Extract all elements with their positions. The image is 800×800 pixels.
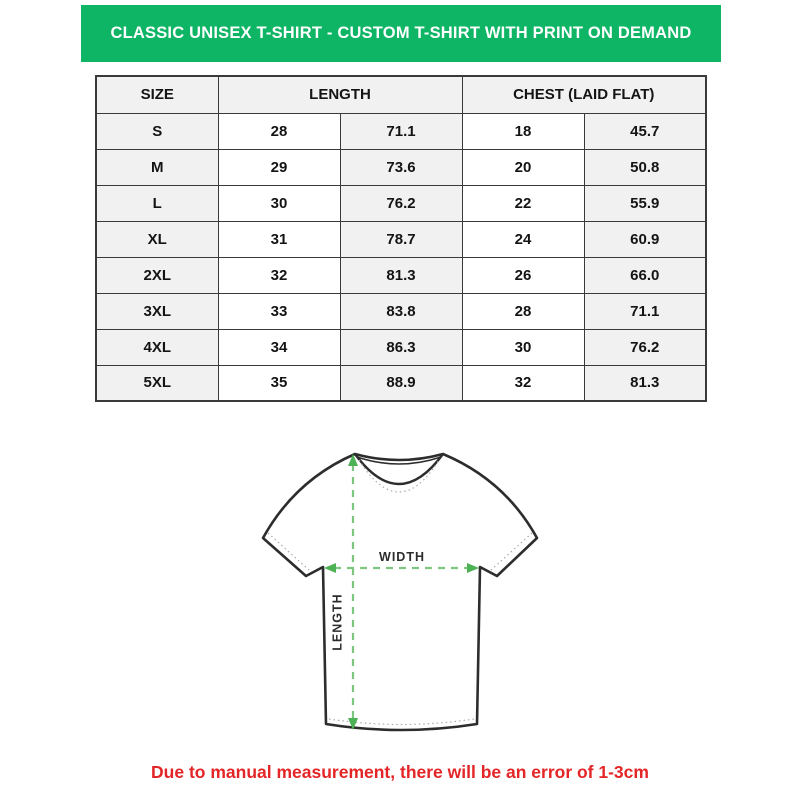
chest-in-cell: 24 [462,221,584,257]
length-in-cell: 28 [218,113,340,149]
chest-in-cell: 22 [462,185,584,221]
chest-in-cell: 32 [462,365,584,401]
length-cm-cell: 73.6 [340,149,462,185]
length-in-cell: 29 [218,149,340,185]
table-header-row [96,76,706,113]
length-cm-cell: 88.9 [340,365,462,401]
size-cell: L [96,185,218,221]
table-row [96,185,706,221]
chest-cm-cell: 71.1 [584,293,706,329]
table-row [96,113,706,149]
measurement-error-note: Due to manual measurement, there will be an error of 1-3cm [151,762,649,782]
chest-in-cell: 30 [462,329,584,365]
chest-cm-cell: 45.7 [584,113,706,149]
table-row [96,257,706,293]
width-label: WIDTH [379,550,425,564]
size-cell: 3XL [96,293,218,329]
length-label: LENGTH [330,593,345,651]
size-cell: S [96,113,218,149]
tshirt-outline-icon [263,454,537,730]
length-cm-cell: 81.3 [340,257,462,293]
length-cm-cell: 76.2 [340,185,462,221]
chest-cm-cell: 81.3 [584,365,706,401]
title-banner [81,5,721,62]
table-row [96,365,706,401]
chest-cm-cell: 76.2 [584,329,706,365]
table-row [96,329,706,365]
length-in-cell: 30 [218,185,340,221]
size-cell: 4XL [96,329,218,365]
length-cm-cell: 71.1 [340,113,462,149]
table-row [96,149,706,185]
length-cm-cell: 83.8 [340,293,462,329]
chest-cm-cell: 50.8 [584,149,706,185]
length-in-cell: 33 [218,293,340,329]
size-cell: XL [96,221,218,257]
table-row [96,221,706,257]
chest-cm-cell: 66.0 [584,257,706,293]
chest-in-cell: 26 [462,257,584,293]
length-in-cell: 34 [218,329,340,365]
length-in-cell: 31 [218,221,340,257]
chest-in-cell: 18 [462,113,584,149]
chest-cm-cell: 55.9 [584,185,706,221]
size-cell: M [96,149,218,185]
length-in-cell: 35 [218,365,340,401]
table-row [96,293,706,329]
size-cell: 2XL [96,257,218,293]
size-table [95,75,707,402]
chest-in-cell: 28 [462,293,584,329]
header-size: SIZE [96,76,218,113]
header-length: LENGTH [218,76,462,113]
length-cm-cell: 78.7 [340,221,462,257]
size-cell: 5XL [96,365,218,401]
page-title: CLASSIC UNISEX T-SHIRT - CUSTOM T-SHIRT WITH PRINT ON DEMAND [110,24,692,42]
chest-in-cell: 20 [462,149,584,185]
chest-cm-cell: 60.9 [584,221,706,257]
length-cm-cell: 86.3 [340,329,462,365]
tshirt-measurement-diagram [230,440,570,760]
size-table-container [95,75,707,402]
header-chest: CHEST (LAID FLAT) [462,76,706,113]
length-in-cell: 32 [218,257,340,293]
